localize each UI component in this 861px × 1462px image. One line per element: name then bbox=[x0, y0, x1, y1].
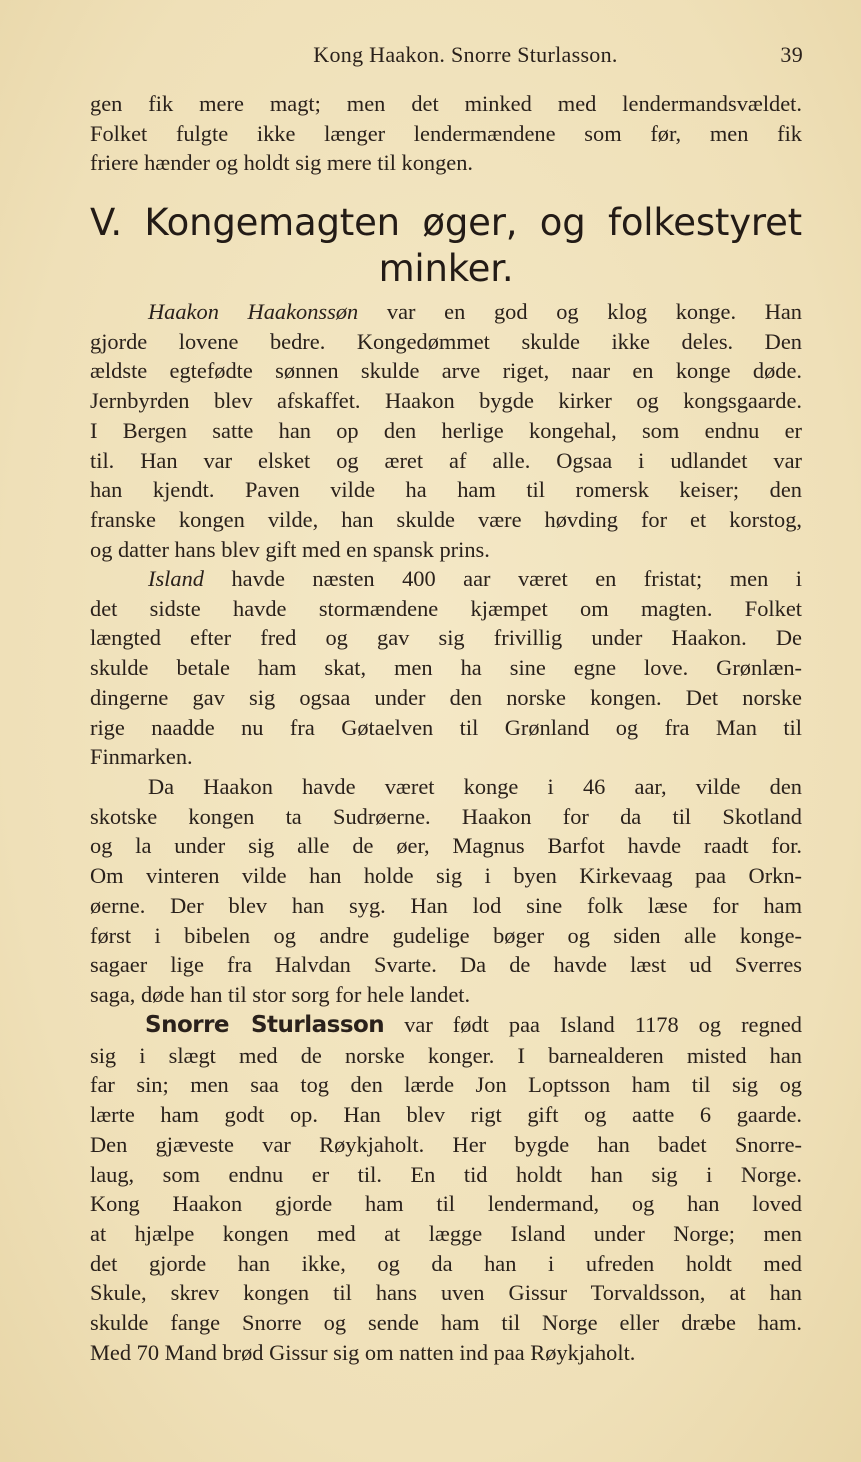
text-line: friere hænder og holdt sig mere til kongen. bbox=[90, 150, 474, 176]
text-line: længted efter fred og gav sig frivillig under Haakon. De bbox=[90, 625, 802, 651]
text-line: skulde betale ham skat, men ha sine egne love. Grønlæn- bbox=[90, 655, 802, 681]
text-line: sig i slægt med de norske konger. I barnealderen misted han bbox=[90, 1042, 802, 1068]
text-line: skulde fange Snorre og sende ham til Norge eller dræbe ham. bbox=[90, 1310, 802, 1336]
text-line: Om vinteren vilde han holde sig i byen Kirkevaag paa Orkn- bbox=[90, 863, 802, 889]
paragraph-haakon bbox=[90, 297, 802, 564]
text-line: Haakon Haakonssøn var en god og klog konge. Han bbox=[148, 299, 802, 324]
text-line: far sin; men saa tog den lærde Jon Loptsson ham til sig og bbox=[90, 1072, 802, 1098]
italic-name: Haakon Haakonssøn bbox=[148, 299, 359, 324]
text-line: gjorde lovene bedre. Kongedømmet skulde ikke deles. Den bbox=[90, 328, 802, 354]
text-line: ældste egtefødte sønnen skulde arve riget, naar en konge døde. bbox=[90, 358, 802, 384]
text-line: skotske kongen ta Sudrøerne. Haakon for da til Skotland bbox=[90, 803, 802, 829]
text-line: det sidste havde stormændene kjæmpet om magten. Folket bbox=[90, 595, 802, 621]
bold-name: Snorre Sturlasson bbox=[145, 1012, 385, 1038]
text-line: Jernbyrden blev afskaffet. Haakon bygde kirker og kongsgaarde. bbox=[90, 388, 802, 414]
text-line: øerne. Der blev han syg. Han lod sine folk læse for ham bbox=[90, 892, 802, 918]
italic-name: Island bbox=[148, 566, 204, 591]
text-line: Den gjæveste var Røykjaholt. Her bygde han badet Snorre- bbox=[90, 1131, 802, 1157]
paragraph-island bbox=[90, 564, 802, 772]
intro-paragraph bbox=[90, 89, 802, 178]
text-line: Folket fulgte ikke længer lendermændene som før, men fik bbox=[90, 120, 802, 146]
text-line: Island havde næsten 400 aar været en fristat; men i bbox=[148, 566, 802, 591]
text-line: dingerne gav sig ogsaa under den norske kongen. Det norske bbox=[90, 684, 802, 710]
text-line: han kjendt. Paven vilde ha ham til romersk keiser; den bbox=[90, 477, 802, 503]
text-line: gen fik mere magt; men det minked med lendermandsvældet. bbox=[90, 91, 802, 116]
page-number: 39 bbox=[780, 42, 803, 67]
text-line: Kong Haakon gjorde ham til lendermand, og han loved bbox=[90, 1191, 802, 1217]
text-line: franske kongen vilde, han skulde være høvding for et korstog, bbox=[90, 506, 802, 532]
text-line: og datter hans blev gift med en spansk prins. bbox=[90, 536, 490, 562]
section-heading-line-1: V. Kongemagten øger, og folkestyret bbox=[90, 201, 802, 244]
text-line: Skule, skrev kongen til hans uven Gissur Torvaldsson, at han bbox=[90, 1280, 802, 1306]
text-line: Da Haakon havde været konge i 46 aar, vilde den bbox=[148, 774, 802, 799]
text-line: laug, som endnu er til. En tid holdt han sig i Norge. bbox=[90, 1161, 802, 1187]
section-heading-line-2: minker. bbox=[378, 247, 514, 290]
text-line: Snorre Sturlasson var født paa Island 1178 og regned bbox=[145, 1012, 802, 1038]
text-line: til. Han var elsket og æret af alle. Ogsaa i udlandet var bbox=[90, 447, 802, 473]
text-line: saga, døde han til stor sorg for hele landet. bbox=[90, 981, 471, 1007]
text-line: I Bergen satte han op den herlige kongehal, som endnu er bbox=[90, 417, 802, 443]
paragraph-snorre bbox=[90, 1010, 802, 1367]
text-line: sagaer lige fra Halvdan Svarte. Da de havde læst ud Sverres bbox=[90, 952, 802, 978]
text-line: Finmarken. bbox=[90, 744, 193, 770]
text-line: og la under sig alle de øer, Magnus Barfot havde raadt for. bbox=[90, 833, 802, 859]
text-line: lærte ham godt op. Han blev rigt gift og aatte 6 gaarde. bbox=[90, 1102, 802, 1128]
paragraph-death bbox=[90, 772, 802, 1010]
section-heading bbox=[90, 200, 802, 292]
text-line: at hjælpe kongen med at lægge Island under Norge; men bbox=[90, 1220, 802, 1246]
text-line: rige naadde nu fra Gøtaelven til Grønland og fra Man til bbox=[90, 714, 802, 740]
page-header bbox=[88, 42, 803, 74]
text-line: først i bibelen og andre gudelige bøger og siden alle konge- bbox=[90, 922, 802, 948]
text-line: det gjorde han ikke, og da han i ufreden holdt med bbox=[90, 1250, 802, 1276]
text-line: Med 70 Mand brød Gissur sig om natten ind paa Røykjaholt. bbox=[90, 1339, 636, 1365]
running-title: Kong Haakon. Snorre Sturlasson. bbox=[313, 42, 618, 67]
